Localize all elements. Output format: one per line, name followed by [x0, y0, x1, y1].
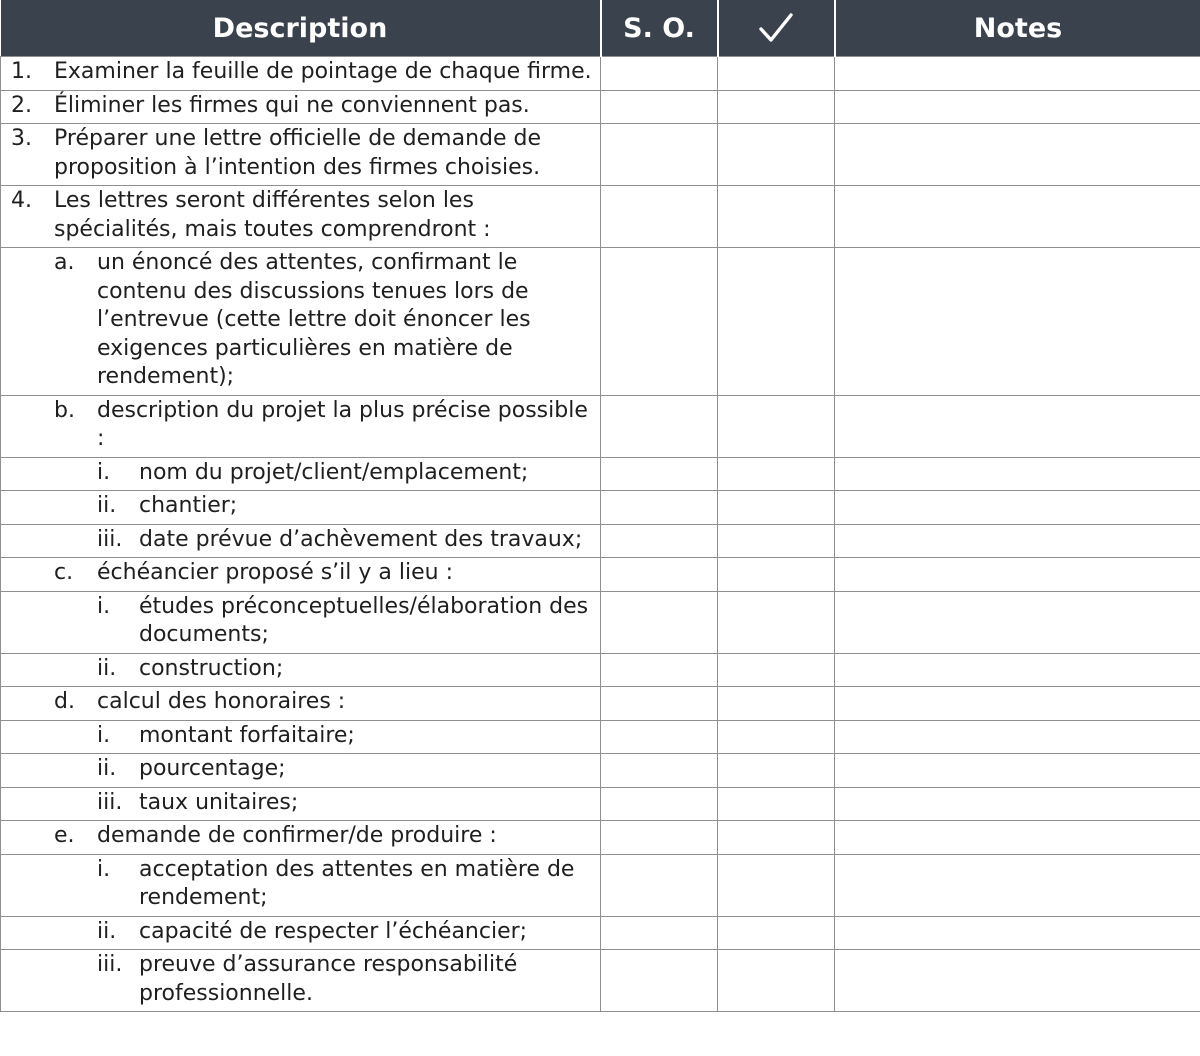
item-text: description du projet la plus précise possible :	[97, 397, 588, 451]
notes-cell[interactable]	[835, 90, 1200, 124]
so-cell[interactable]	[601, 558, 718, 592]
notes-cell[interactable]	[835, 186, 1200, 248]
list-item	[11, 92, 594, 121]
notes-cell[interactable]	[835, 591, 1200, 653]
notes-cell[interactable]	[835, 720, 1200, 754]
description-cell	[1, 457, 601, 491]
check-cell[interactable]	[718, 524, 835, 558]
list-item	[11, 951, 594, 1008]
notes-cell[interactable]	[835, 754, 1200, 788]
list-item	[11, 918, 594, 947]
notes-cell[interactable]	[835, 653, 1200, 687]
check-cell[interactable]	[718, 916, 835, 950]
list-item	[11, 856, 594, 913]
check-cell[interactable]	[718, 491, 835, 525]
item-number: b.	[54, 397, 75, 423]
table-row	[1, 90, 1200, 124]
description-cell	[1, 653, 601, 687]
description-cell	[1, 57, 601, 91]
so-cell[interactable]	[601, 395, 718, 457]
list-item	[11, 559, 594, 588]
item-number: iii.	[97, 526, 123, 552]
check-cell[interactable]	[718, 591, 835, 653]
description-cell	[1, 90, 601, 124]
description-cell	[1, 124, 601, 186]
so-cell[interactable]	[601, 248, 718, 396]
description-cell	[1, 687, 601, 721]
item-text: acceptation des attentes en matière de rendement;	[139, 856, 575, 910]
list-item	[11, 822, 594, 851]
table-row	[1, 950, 1200, 1012]
list-item	[11, 459, 594, 488]
table-row	[1, 754, 1200, 788]
so-cell[interactable]	[601, 854, 718, 916]
table-row	[1, 248, 1200, 396]
description-cell	[1, 491, 601, 525]
notes-cell[interactable]	[835, 524, 1200, 558]
so-cell[interactable]	[601, 524, 718, 558]
item-text: calcul des honoraires :	[97, 689, 346, 714]
description-cell	[1, 591, 601, 653]
notes-cell[interactable]	[835, 821, 1200, 855]
list-item	[11, 397, 594, 454]
item-text: échéancier proposé s’il y a lieu :	[97, 560, 453, 585]
table-row	[1, 558, 1200, 592]
list-item	[11, 722, 594, 751]
table-row	[1, 720, 1200, 754]
so-cell[interactable]	[601, 57, 718, 91]
description-cell	[1, 395, 601, 457]
table-row	[1, 787, 1200, 821]
so-cell[interactable]	[601, 821, 718, 855]
header-notes: Notes	[835, 0, 1200, 57]
item-text: chantier;	[139, 493, 238, 518]
description-cell	[1, 854, 601, 916]
item-text: montant forfaitaire;	[139, 722, 355, 748]
item-text: nom du projet/client/emplacement;	[139, 459, 529, 485]
notes-cell[interactable]	[835, 248, 1200, 396]
item-number: ii.	[97, 918, 117, 944]
notes-cell[interactable]	[835, 124, 1200, 186]
item-text: demande de confirmer/de produire :	[97, 823, 497, 848]
check-cell[interactable]	[718, 395, 835, 457]
so-cell[interactable]	[601, 591, 718, 653]
check-cell[interactable]	[718, 124, 835, 186]
table-row	[1, 57, 1200, 91]
checkmark-icon	[758, 12, 794, 44]
list-item	[11, 655, 594, 684]
item-text: Les lettres seront différentes selon les spécialités, mais toutes comprendront :	[54, 188, 491, 242]
header-description: Description	[1, 0, 601, 57]
item-number: iii.	[97, 789, 123, 815]
description-cell	[1, 787, 601, 821]
list-item	[11, 125, 594, 182]
notes-cell[interactable]	[835, 854, 1200, 916]
item-number: i.	[97, 459, 111, 485]
item-text: preuve d’assurance responsabilité professionnelle.	[139, 952, 518, 1006]
list-item	[11, 187, 594, 244]
check-cell[interactable]	[718, 720, 835, 754]
item-text: Éliminer les firmes qui ne conviennent pas.	[54, 92, 530, 118]
notes-cell[interactable]	[835, 950, 1200, 1012]
notes-cell[interactable]	[835, 916, 1200, 950]
so-cell[interactable]	[601, 950, 718, 1012]
so-cell[interactable]	[601, 491, 718, 525]
notes-cell[interactable]	[835, 457, 1200, 491]
table-row	[1, 821, 1200, 855]
table-row	[1, 491, 1200, 525]
table-row	[1, 687, 1200, 721]
item-number: i.	[97, 856, 111, 882]
item-text: pourcentage;	[139, 756, 286, 781]
so-cell[interactable]	[601, 720, 718, 754]
item-text: date prévue d’achèvement des travaux;	[139, 526, 583, 552]
notes-cell[interactable]	[835, 558, 1200, 592]
item-number: c.	[54, 560, 74, 585]
item-number: ii.	[97, 655, 117, 681]
item-text: capacité de respecter l’échéancier;	[139, 918, 528, 944]
item-number: ii.	[97, 756, 117, 781]
description-cell	[1, 950, 601, 1012]
item-text: construction;	[139, 655, 284, 681]
header-so: S. O.	[601, 0, 718, 57]
item-number: 4.	[11, 188, 32, 213]
so-cell[interactable]	[601, 916, 718, 950]
so-cell[interactable]	[601, 754, 718, 788]
header-check	[718, 0, 835, 57]
check-cell[interactable]	[718, 854, 835, 916]
description-cell	[1, 720, 601, 754]
so-cell[interactable]	[601, 457, 718, 491]
list-item	[11, 492, 594, 521]
item-number: i.	[97, 593, 111, 619]
table-row	[1, 124, 1200, 186]
item-number: i.	[97, 722, 111, 748]
check-cell[interactable]	[718, 821, 835, 855]
check-cell[interactable]	[718, 754, 835, 788]
check-cell[interactable]	[718, 457, 835, 491]
item-text: Examiner la feuille de pointage de chaque firme.	[54, 59, 592, 84]
table-row	[1, 916, 1200, 950]
check-cell[interactable]	[718, 248, 835, 396]
item-text: études préconceptuelles/élaboration des documents;	[139, 593, 589, 647]
notes-cell[interactable]	[835, 57, 1200, 91]
description-cell	[1, 558, 601, 592]
item-text: Préparer une lettre officielle de demande de proposition à l’intention des firmes choisies.	[54, 126, 542, 180]
header-row	[1, 0, 1200, 57]
notes-cell[interactable]	[835, 787, 1200, 821]
item-number: 3.	[11, 126, 32, 151]
table-row	[1, 524, 1200, 558]
so-cell[interactable]	[601, 787, 718, 821]
list-item	[11, 58, 594, 87]
description-cell	[1, 916, 601, 950]
table-row	[1, 186, 1200, 248]
check-cell[interactable]	[718, 950, 835, 1012]
check-cell[interactable]	[718, 558, 835, 592]
description-cell	[1, 186, 601, 248]
item-number: a.	[54, 250, 75, 275]
table-row	[1, 457, 1200, 491]
check-cell[interactable]	[718, 787, 835, 821]
notes-cell[interactable]	[835, 687, 1200, 721]
list-item	[11, 249, 594, 392]
item-number: iii.	[97, 952, 123, 977]
table-row	[1, 854, 1200, 916]
description-cell	[1, 524, 601, 558]
list-item	[11, 789, 594, 818]
table-row	[1, 653, 1200, 687]
list-item	[11, 526, 594, 555]
so-cell[interactable]	[601, 653, 718, 687]
notes-cell[interactable]	[835, 395, 1200, 457]
description-cell	[1, 248, 601, 396]
description-cell	[1, 821, 601, 855]
item-text: taux unitaires;	[139, 789, 299, 815]
item-number: 2.	[11, 92, 32, 118]
check-cell[interactable]	[718, 90, 835, 124]
so-cell[interactable]	[601, 90, 718, 124]
item-number: ii.	[97, 493, 117, 518]
item-number: d.	[54, 689, 75, 714]
check-cell[interactable]	[718, 653, 835, 687]
table-header	[1, 0, 1200, 57]
description-cell	[1, 754, 601, 788]
list-item	[11, 593, 594, 650]
list-item	[11, 688, 594, 717]
item-number: e.	[54, 823, 75, 848]
table-row	[1, 591, 1200, 653]
check-cell[interactable]	[718, 687, 835, 721]
check-cell[interactable]	[718, 186, 835, 248]
item-number: 1.	[11, 59, 32, 84]
item-text: un énoncé des attentes, confirmant le contenu des discussions tenues lors de l’entrevue (cette lettre doit énoncer les exigences particulières en matière de rendement);	[97, 250, 531, 389]
so-cell[interactable]	[601, 186, 718, 248]
check-cell[interactable]	[718, 57, 835, 91]
so-cell[interactable]	[601, 124, 718, 186]
table-body	[1, 57, 1200, 1012]
notes-cell[interactable]	[835, 491, 1200, 525]
table-row	[1, 395, 1200, 457]
so-cell[interactable]	[601, 687, 718, 721]
list-item	[11, 755, 594, 784]
